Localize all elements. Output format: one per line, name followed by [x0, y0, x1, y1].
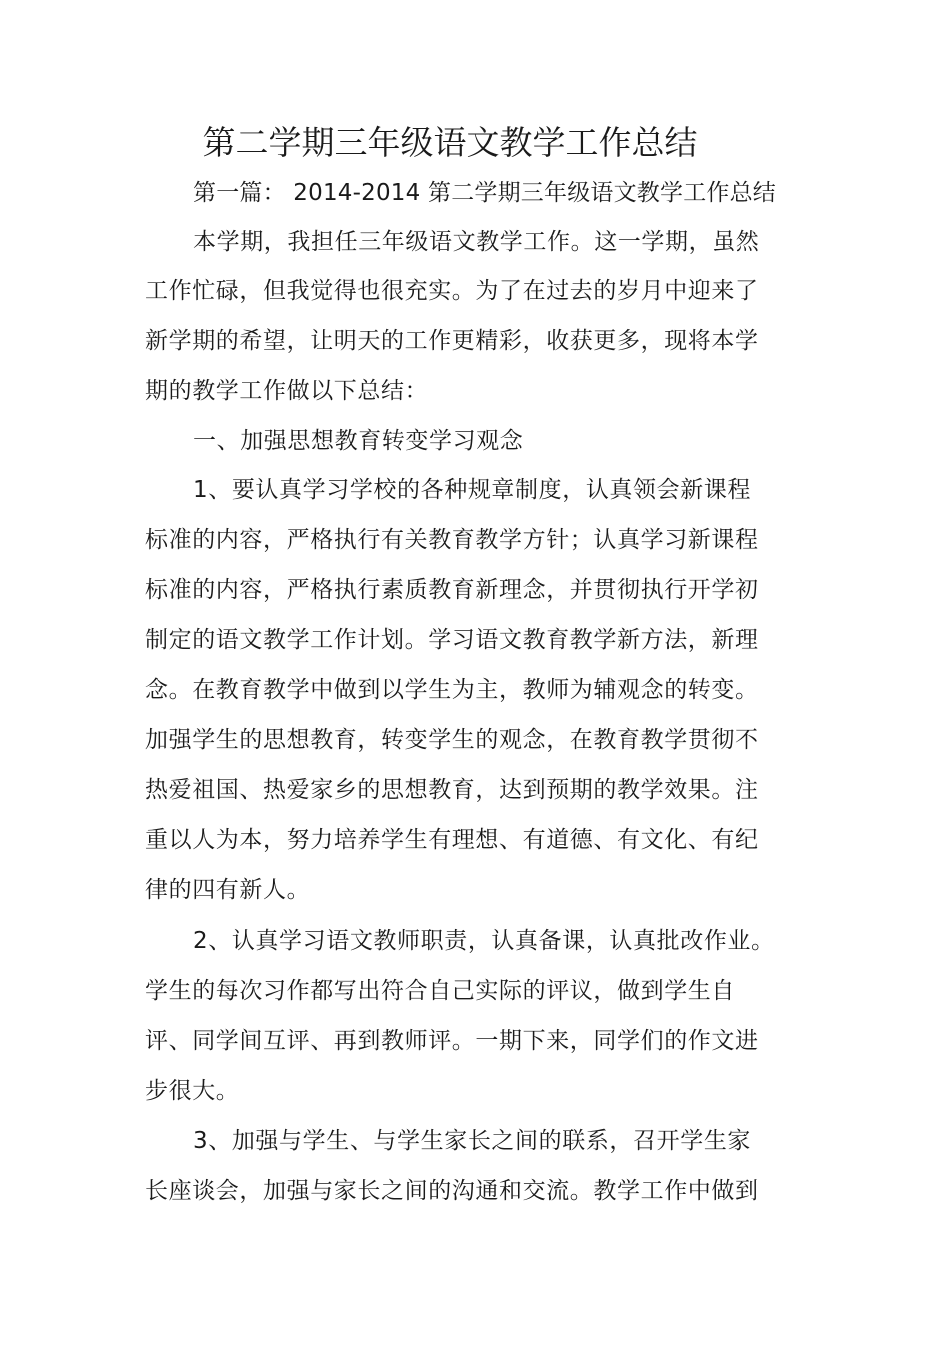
- paragraph-line: 热爱祖国、热爱家乡的思想教育，达到预期的教学效果。注: [145, 777, 759, 803]
- paragraph-line: 工作忙碌，但我觉得也很充实。为了在过去的岁月中迎来了: [145, 278, 759, 304]
- paragraph-line: 3、加强与学生、与学生家长之间的联系，召开学生家: [193, 1128, 752, 1154]
- paragraph-line: 2、认真学习语文教师职责，认真备课，认真批改作业。: [193, 928, 775, 954]
- paragraph-line: 本学期，我担任三年级语文教学工作。这一学期，虽然: [193, 229, 760, 255]
- paragraph-line: 新学期的希望，让明天的工作更精彩，收获更多，现将本学: [145, 328, 759, 354]
- paragraph-line: 加强学生的思想教育，转变学生的观念，在教育教学贯彻不: [145, 727, 759, 753]
- paragraph-line: 标准的内容，严格执行有关教育教学方针；认真学习新课程: [145, 527, 759, 553]
- paragraph-line: 长座谈会，加强与家长之间的沟通和交流。教学工作中做到: [145, 1178, 759, 1204]
- document-subtitle: 第一篇： 2014-2014 第二学期三年级语文教学工作总结: [193, 180, 776, 206]
- paragraph-line: 标准的内容，严格执行素质教育新理念，并贯彻执行开学初: [145, 577, 759, 603]
- paragraph-line: 评、同学间互评、再到教师评。一期下来，同学们的作文进: [145, 1028, 759, 1054]
- paragraph-line: 1、要认真学习学校的各种规章制度，认真领会新课程: [193, 477, 752, 503]
- paragraph-line: 制定的语文教学工作计划。学习语文教育教学新方法，新理: [145, 627, 759, 653]
- paragraph-line: 念。在教育教学中做到以学生为主，教师为辅观念的转变。: [145, 677, 759, 703]
- paragraph-line: 步很大。: [145, 1078, 240, 1104]
- document-title: 第二学期三年级语文教学工作总结: [202, 123, 698, 162]
- paragraph-line: 学生的每次习作都写出符合自己实际的评议，做到学生自: [145, 978, 735, 1004]
- paragraph-line: 重以人为本，努力培养学生有理想、有道德、有文化、有纪: [145, 827, 759, 853]
- paragraph-line: 律的四有新人。: [145, 877, 311, 903]
- paragraph-line: 期的教学工作做以下总结：: [145, 378, 429, 404]
- section-heading: 一、加强思想教育转变学习观念: [193, 428, 524, 454]
